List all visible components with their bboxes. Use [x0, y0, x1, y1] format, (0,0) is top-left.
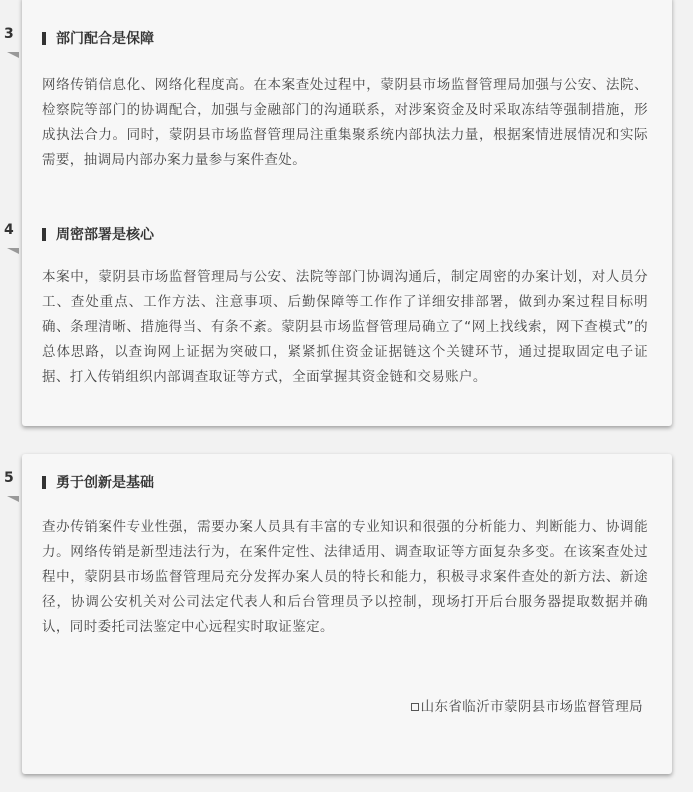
source-text: 山东省临沂市蒙阴县市场监督管理局 [420, 699, 643, 715]
section-paragraph: 网络传销信息化、网络化程度高。在本案查处过程中，蒙阴县市场监督管理局加强与公安、法院、检察院等部门的协调配合，加强与金融部门的沟通联系，对涉案资金及时采取冻结等强制措施，形成执法合力。同时，蒙阴县市场监督管理局注重集聚系统内部执法力量，根据案情进展情况和实际需要，抽调局内部办案力量参与案件查处。 [42, 77, 648, 168]
section-number: 4 [4, 222, 14, 238]
section-number-tag [7, 248, 19, 254]
heading-bar-icon [42, 32, 46, 45]
section-title-text: 周密部署是核心 [56, 227, 154, 243]
section-title [42, 28, 154, 48]
section-number-tag [7, 52, 19, 58]
section-title [42, 224, 154, 244]
heading-bar-icon [42, 228, 46, 241]
section-number-tag [7, 496, 19, 502]
section-number: 5 [4, 470, 14, 486]
section-title-text: 勇于创新是基础 [56, 475, 154, 491]
section-paragraph: 查办传销案件专业性强，需要办案人员具有丰富的专业知识和很强的分析能力、判断能力、协调能力。网络传销是新型违法行为，在案件定性、法律适用、调查取证等方面复杂多变。在该案查处过程中，蒙阴县市场监督管理局充分发挥办案人员的特长和能力，积极寻求案件查处的新方法、新途径，协调公安机关对公司法定代表人和后台管理员予以控制，现场打开后台服务器提取数据并确认，同时委托司法鉴定中心远程实时取证鉴定。 [42, 519, 648, 635]
article-source [411, 695, 643, 715]
section-title-text: 部门配合是保障 [56, 31, 154, 47]
section-title [42, 472, 154, 492]
heading-bar-icon [42, 476, 46, 489]
source-box-icon [411, 703, 419, 711]
section-paragraph: 本案中，蒙阴县市场监督管理局与公安、法院等部门协调沟通后，制定周密的办案计划，对人员分工、查处重点、工作方法、注意事项、后勤保障等工作作了详细安排部署，做到办案过程目标明确、条理清晰、措施得当、有条不紊。蒙阴县市场监督管理局确立了“网上找线索，网下查模式”的总体思路，以查询网上证据为突破口，紧紧抓住资金证据链这个关键环节，通过提取固定电子证据、打入传销组织内部调查取证等方式，全面掌握其资金链和交易账户。 [42, 269, 648, 385]
section-number: 3 [4, 26, 14, 42]
